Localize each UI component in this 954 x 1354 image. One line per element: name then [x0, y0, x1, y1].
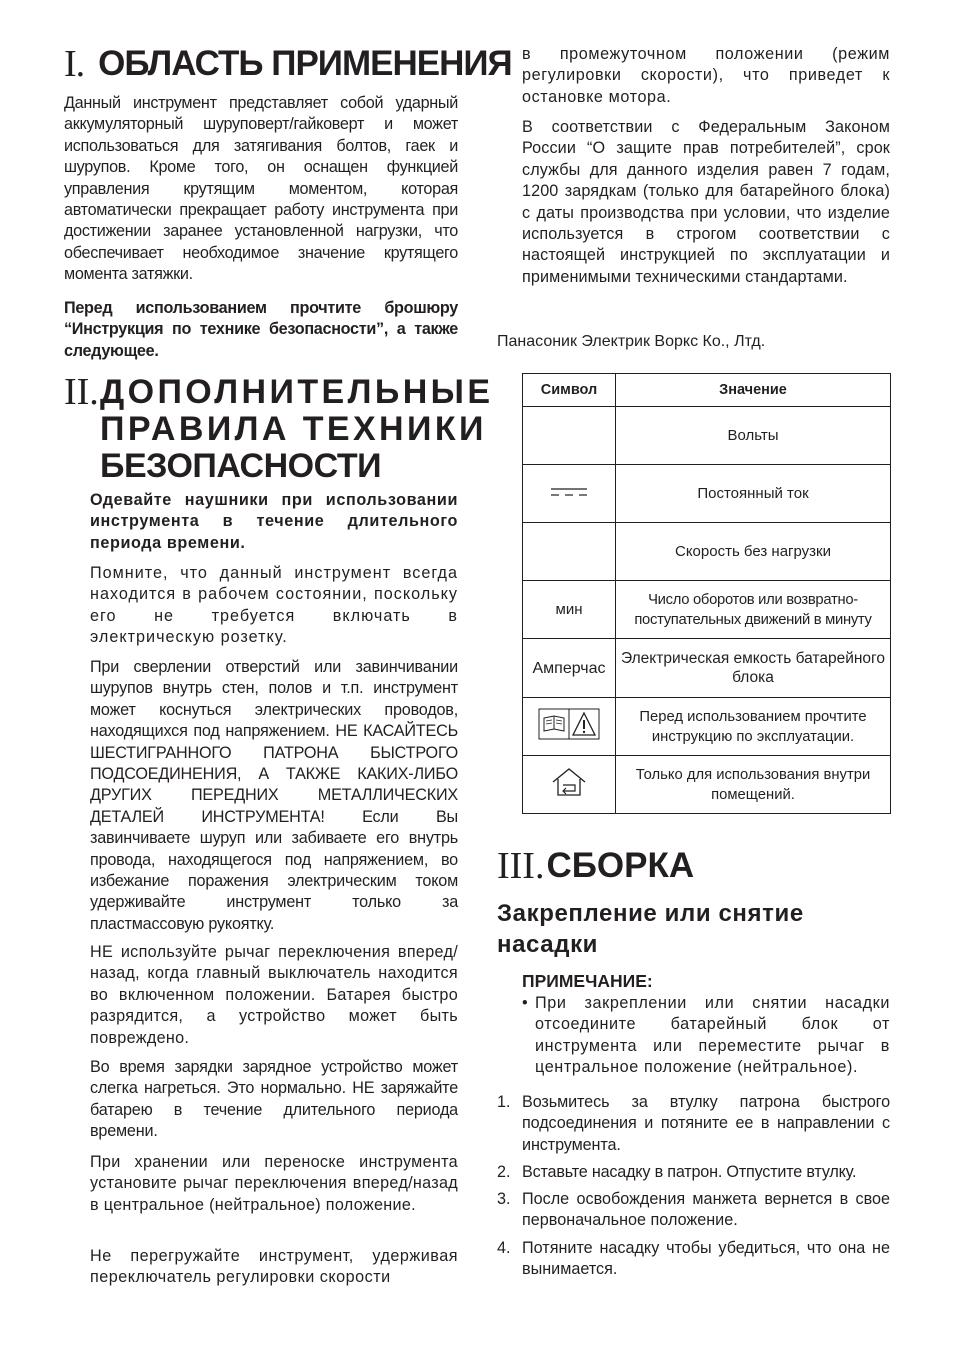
section-2-paragraph-4: Во время зарядки зарядное устройство может слегка нагреться. Это нормально. НЕ заряжайте батарею в течение длительного периода времени.	[90, 1058, 458, 1141]
step-number: 2.	[497, 1163, 511, 1181]
company-name: Панасоник Электрик Воркс Ко., Лтд.	[497, 333, 766, 350]
section-3-subtitle	[497, 898, 804, 960]
symbol-cell: Амперчас	[523, 639, 616, 698]
list-item	[497, 1092, 890, 1156]
note-bullet: •	[522, 994, 528, 1012]
step-text: Потяните насадку чтобы убедиться, что она не вынимается.	[522, 1239, 890, 1279]
section-2-paragraph-1: Помните, что данный инструмент всегда находится в рабочем состоянии, поскольку его не требуется включать в электрическую розетку.	[90, 564, 458, 647]
note-item	[522, 993, 890, 1079]
section-2-paragraph-7: В соответствии с Федеральным Законом России “О защите прав потребителей”, срок службы для данного изделия равен 7 годам, 1200 зарядкам (только для батарейного блока) с даты производства при условии, что изделие используется в строгом соответствии с настоящей инструкцией по эксплуатации и применимыми техническими стандартами.	[522, 118, 890, 286]
note-text: При закреплении или снятии насадки отсоедините батарейный блок от инструмента или переместите рычаг в центральное положение (нейтральное).	[535, 994, 890, 1077]
meaning-cell: Вольты	[616, 407, 891, 465]
table-row	[523, 756, 891, 814]
table-row	[523, 581, 891, 639]
section-1-numeral: I.	[64, 43, 85, 85]
section-1-paragraph-1: Данный инструмент представляет собой ударный аккумуляторный шуруповерт/гайковерт и может использоваться для затягивания болтов, гаек и шурупов. Кроме того, он оснащен функцией управления крутящим моментом, которая автоматически прекращает работу инструмента при достижении заранее установленной нагрузки, что обеспечивает необходимое значение крутящего момента затяжки.	[64, 94, 458, 284]
symbol-cell: мин	[523, 581, 616, 639]
section-3-title: СБОРКА	[546, 846, 695, 885]
header-meaning: Значение	[616, 374, 891, 407]
meaning-cell: Электрическая емкость батарейного блока	[616, 639, 891, 698]
step-text: После освобождения манжета вернется в свое первоначальное положение.	[522, 1190, 890, 1230]
direct-current-icon	[549, 486, 589, 498]
step-text: Вставьте насадку в патрон. Отпустите втулку.	[522, 1163, 857, 1181]
table-row	[523, 698, 891, 756]
symbol-cell	[523, 407, 616, 465]
section-2-numeral: II.	[64, 371, 99, 413]
section-2-paragraph-2: При сверлении отверстий или завинчивании шурупов внутрь стен, полов и т.п. инструмент может коснуться электрических проводов, находящихся под напряжением. НЕ КАСАЙТЕСЬ ШЕСТИГРАННОГО ПАТРОНА БЫСТРОГО ПОДСОЕДИНЕНИЯ, А ТАКЖЕ КАКИХ-ЛИБО ДРУГИХ ПЕРЕДНИХ МЕТАЛЛИЧЕСКИХ ДЕТАЛЕЙ ИНСТРУМЕНТА! Если Вы завинчиваете шуруп или забиваете его внутрь провода, находящегося под напряжением, во избежание поражения электрическим током удерживайте инструмент только за пластмассовую рукоятку.	[90, 658, 458, 933]
step-number: 4.	[497, 1239, 511, 1257]
meaning-cell: Только для использования внутри помещений.	[616, 756, 891, 814]
header-symbol: Символ	[523, 374, 616, 407]
list-item	[497, 1238, 890, 1281]
read-manual-warning-icon	[538, 708, 600, 740]
section-2-title-line-1: ДОПОЛНИТЕЛЬНЫЕ	[100, 373, 494, 411]
table-row	[523, 639, 891, 698]
symbol-cell	[523, 698, 616, 756]
section-2-paragraph-3: НЕ используйте рычаг переключения вперед/назад, когда главный выключатель находится во включенном положении. Батарея быстро разрядится, а устройство может быть повреждено.	[90, 943, 458, 1047]
section-2-paragraph-6-start: Не перегружайте инструмент, удерживая переключатель регулировки скорости	[90, 1247, 458, 1287]
table-row	[523, 523, 891, 581]
section-2-title-line-2: ПРАВИЛА ТЕХНИКИ	[100, 410, 487, 448]
symbols-table	[522, 373, 891, 814]
note-title: ПРИМЕЧАНИЕ:	[522, 971, 653, 991]
table-row	[523, 465, 891, 523]
symbol-cell	[523, 523, 616, 581]
section-1-title: ОБЛАСТЬ ПРИМЕНЕНИЯ	[98, 44, 512, 83]
list-item	[497, 1189, 890, 1232]
step-number: 3.	[497, 1190, 511, 1208]
section-2-paragraph-5: При хранении или переноске инструмента установите рычаг переключения вперед/назад в центральное (нейтральное) положение.	[90, 1153, 458, 1214]
section-2-title-line-3: БЕЗОПАСНОСТИ	[100, 447, 382, 485]
symbol-cell	[523, 465, 616, 523]
meaning-cell: Число оборотов или возвратно-поступательных движений в минуту	[616, 581, 891, 639]
section-1-paragraph-2: Перед использованием прочтите брошюру “Инструкция по технике безопасности”, а также следующее.	[64, 299, 458, 360]
meaning-cell: Постоянный ток	[616, 465, 891, 523]
section-2-heading	[64, 371, 494, 485]
meaning-cell: Перед использованием прочтите инструкцию по эксплуатации.	[616, 698, 891, 756]
section-2-paragraph-6-end: в промежуточном положении (режим регулировки скорости), что приведет к остановке мотора.	[522, 45, 890, 106]
table-row	[523, 407, 891, 465]
step-text: Возьмитесь за втулку патрона быстрого подсоединения и потяните ее в направлении с инструмента.	[522, 1093, 890, 1154]
section-3-numeral: III.	[497, 845, 545, 887]
section-3-heading	[497, 846, 694, 886]
symbol-cell	[523, 756, 616, 814]
indoor-use-only-icon	[549, 766, 589, 798]
symbols-table-header	[523, 374, 891, 407]
section-1-heading	[64, 44, 512, 84]
section-2-bold-paragraph: Одевайте наушники при использовании инструмента в течение длительного периода времени.	[90, 491, 458, 552]
section-3-subtitle-line-2: насадки	[497, 931, 599, 958]
step-number: 1.	[497, 1093, 511, 1111]
list-item	[497, 1162, 890, 1183]
meaning-cell: Скорость без нагрузки	[616, 523, 891, 581]
section-3-subtitle-line-1: Закрепление или снятие	[497, 900, 804, 927]
